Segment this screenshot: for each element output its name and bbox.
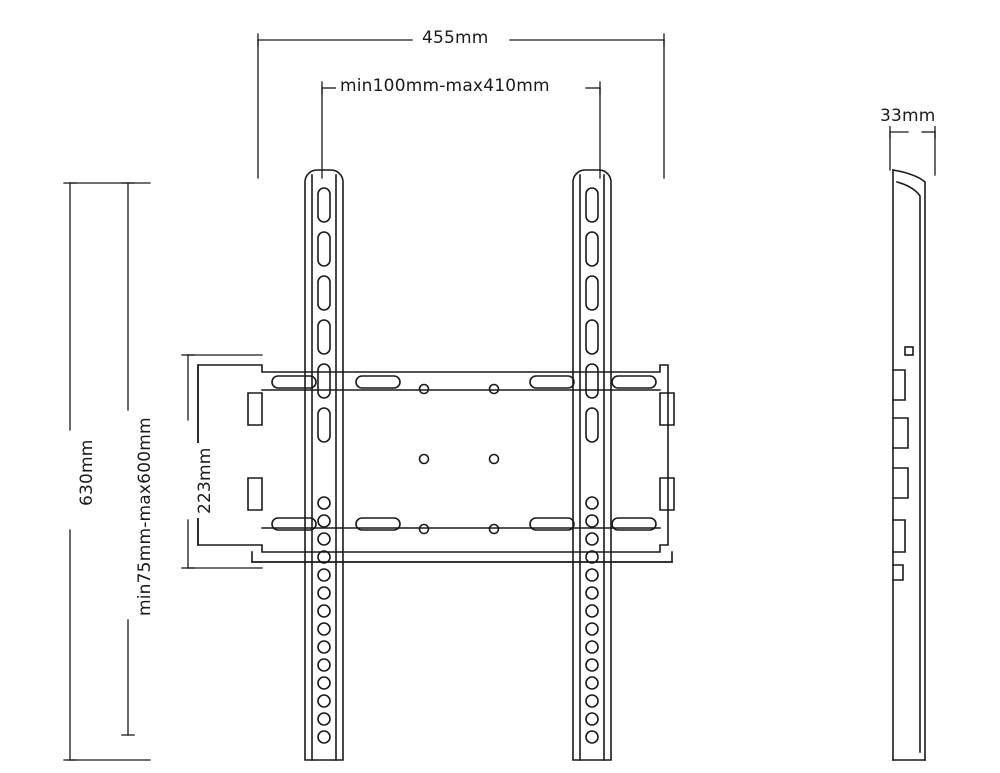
plate-holes bbox=[420, 385, 499, 534]
rail-right-holes bbox=[586, 497, 598, 743]
dim-vesa-horizontal-range: min100mm-max410mm bbox=[336, 77, 554, 96]
rail-right-slots bbox=[586, 188, 598, 442]
dim-overall-height: 630mm bbox=[78, 435, 97, 510]
dim-depth: 33mm bbox=[876, 107, 940, 126]
dim-vesa-vertical-range: min75mm-max600mm bbox=[136, 413, 155, 620]
rail-left-slots bbox=[318, 188, 330, 442]
rail-left-holes bbox=[318, 497, 330, 743]
side-view bbox=[893, 170, 925, 760]
dim-overall-width: 455mm bbox=[418, 29, 493, 48]
vertical-rail-left bbox=[305, 170, 343, 760]
vertical-rail-right bbox=[573, 170, 611, 760]
front-view-plate bbox=[198, 365, 674, 562]
dim-plate-height: 223mm bbox=[196, 443, 215, 518]
dimension-lines bbox=[64, 34, 935, 760]
